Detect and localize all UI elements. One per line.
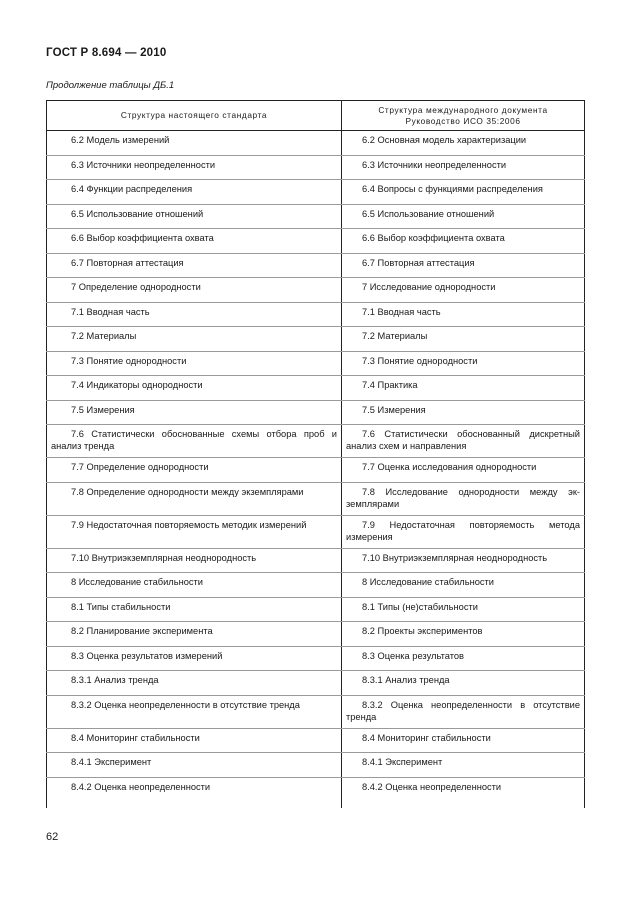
cell-international-document: 7.3 Понятие однородности [342,351,585,376]
cell-this-standard: 8.3.2 Оценка неопределенности в отсутствие тренда [47,695,342,728]
cell-international-document: 6.6 Выбор коэффициента охвата [342,229,585,254]
cell-this-standard: 7.1 Вводная часть [47,302,342,327]
cell-this-standard: 6.6 Выбор коэффициента охвата [47,229,342,254]
cell-this-standard: 8.2 Планирование эксперимента [47,622,342,647]
cell-international-document: 6.2 Основная модель характеризации [342,131,585,156]
cell-this-standard: 6.2 Модель измерений [47,131,342,156]
column-header-international-document [342,101,585,131]
cell-international-document: 8.3.1 Анализ тренда [342,671,585,696]
cell-international-document: 7.1 Вводная часть [342,302,585,327]
table-row [47,548,585,573]
table-row [47,425,585,458]
table-row [47,376,585,401]
cell-international-document: 7.9 Недостаточная повторяемость метода измерения [342,515,585,548]
cell-international-document: 7.7 Оценка исследования однородности [342,458,585,483]
cell-international-document: 7.4 Практика [342,376,585,401]
column-header-line-2: Руководство ИСО 35:2006 [405,115,521,126]
cell-international-document: 7.5 Измерения [342,400,585,425]
document-code: ГОСТ Р 8.694 — 2010 [46,47,167,59]
cell-this-standard: 8 Исследование стабильности [47,573,342,598]
table-row [47,131,585,156]
table-row [47,695,585,728]
table-row [47,597,585,622]
cell-international-document: 6.7 Повторная аттестация [342,253,585,278]
table-row [47,400,585,425]
cell-international-document: 8.4.1 Эксперимент [342,753,585,778]
cell-international-document: 8.1 Типы (не)стабильности [342,597,585,622]
cell-this-standard: 6.3 Источники неопределенности [47,155,342,180]
table-row [47,327,585,352]
cell-international-document: 6.4 Вопросы с функциями распределения [342,180,585,205]
cell-this-standard: 7.9 Недостаточная повторяемость методик измерений [47,515,342,548]
table-row [47,777,585,808]
cell-international-document: 7.2 Материалы [342,327,585,352]
table-row [47,728,585,753]
table-row [47,351,585,376]
table-row [47,253,585,278]
cell-international-document: 6.3 Источники неопределенности [342,155,585,180]
cell-international-document: 8.3.2 Оценка неопределенности в отсутствие тренда [342,695,585,728]
cell-international-document: 6.5 Использование отношений [342,204,585,229]
cell-this-standard: 6.4 Функции распределения [47,180,342,205]
table-row [47,180,585,205]
table-row [47,204,585,229]
table-row [47,753,585,778]
cell-this-standard: 7.8 Определение однородности между экземплярами [47,482,342,515]
cell-this-standard: 8.4.1 Эксперимент [47,753,342,778]
cell-international-document: 7 Исследование однородности [342,278,585,303]
cell-international-document: 8.4 Мониторинг стабильности [342,728,585,753]
cell-international-document: 8 Исследование стабильности [342,573,585,598]
cell-this-standard: 8.4.2 Оценка неопределенности [47,777,342,808]
table-row [47,671,585,696]
table-row [47,229,585,254]
table-row [47,155,585,180]
cell-international-document: 8.3 Оценка результатов [342,646,585,671]
cell-this-standard: 6.5 Использование отношений [47,204,342,229]
cell-this-standard: 7 Определение однородности [47,278,342,303]
cell-international-document: 8.4.2 Оценка неопределенности [342,777,585,808]
table-row [47,515,585,548]
table-row [47,646,585,671]
table-row [47,622,585,647]
table-row [47,458,585,483]
cell-this-standard: 7.10 Внутриэкземплярная неоднородность [47,548,342,573]
table-row [47,278,585,303]
cell-this-standard: 7.7 Определение однородности [47,458,342,483]
cell-this-standard: 7.3 Понятие однородности [47,351,342,376]
cell-this-standard: 7.6 Статистически обоснованные схемы отбора проб и анализ тренда [47,425,342,458]
table-row [47,482,585,515]
cell-this-standard: 8.3.1 Анализ тренда [47,671,342,696]
cell-international-document: 7.6 Статистически обоснованный дискретный анализ схем и направления [342,425,585,458]
cell-this-standard: 8.1 Типы стабильности [47,597,342,622]
table-header-row [47,101,585,131]
table-row [47,573,585,598]
cell-this-standard: 7.4 Индикаторы однородности [47,376,342,401]
cell-this-standard: 7.2 Материалы [47,327,342,352]
cell-this-standard: 7.5 Измерения [47,400,342,425]
table-row [47,302,585,327]
table-caption: Продолжение таблицы ДБ.1 [46,80,175,91]
column-header-this-standard: Структура настоящего стандарта [47,101,342,131]
cell-international-document: 8.2 Проекты экспериментов [342,622,585,647]
correspondence-table [46,100,585,808]
cell-international-document: 7.8 Исследование однородности между эк-земплярами [342,482,585,515]
page-number: 62 [46,831,59,843]
cell-this-standard: 8.4 Мониторинг стабильности [47,728,342,753]
cell-this-standard: 8.3 Оценка результатов измерений [47,646,342,671]
cell-this-standard: 6.7 Повторная аттестация [47,253,342,278]
column-header-line-1: Структура международного документа [378,104,548,115]
cell-international-document: 7.10 Внутриэкземплярная неоднородность [342,548,585,573]
